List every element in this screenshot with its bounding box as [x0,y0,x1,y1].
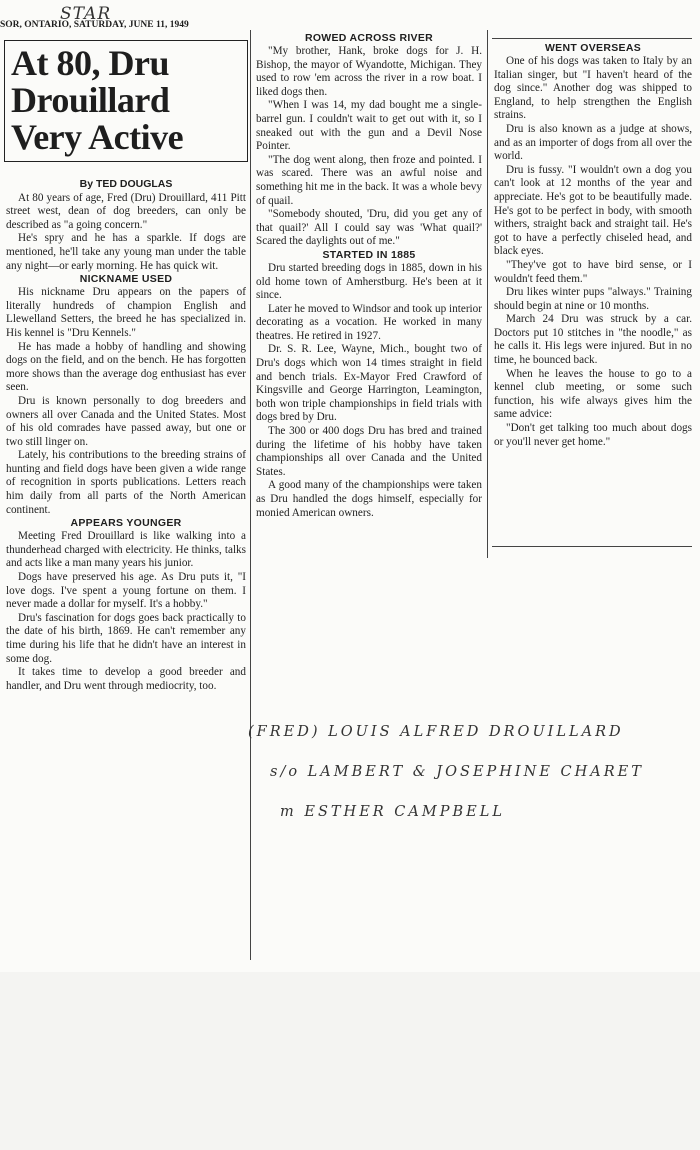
paragraph: "When I was 14, my dad bought me a single-barrel gun. I couldn't wait to get out with it, so I sneaked out with the gun and a Devil Nose Pointer. [256,99,482,153]
handwritten-note-line: (FRED) LOUIS ALFRED DROUILLARD [248,724,624,740]
paragraph: "Somebody shouted, 'Dru, did you get any of that quail?' All I could say was 'What quail?' Scared the daylights out of me." [256,208,482,248]
column-rule-2 [487,30,488,558]
column-3 [494,42,692,1014]
paragraph: "Don't get talking too much about dogs or you'll never get home." [494,422,692,448]
paragraph: He's spry and he has a sparkle. If dogs are mentioned, he'll take any young man under the table any night—or early morning. He has quick wit. [6,232,246,272]
byline: By TED DOUGLAS [79,178,173,190]
subhead-overseas: WENT OVERSEAS [544,42,642,54]
paragraph: Dru's fascination for dogs goes back practically to the date of his birth, 1869. He can't remember any time during his life that he didn't have an interest in some dog. [6,611,246,665]
headline: At 80, Dru Drouillard Very Active [4,40,248,162]
handwritten-note-line: s/o LAMBERT & JOSEPHINE CHARET [270,764,644,780]
subhead-rowed: ROWED ACROSS RIVER [304,32,434,44]
column-2 [256,32,482,1004]
paragraph: One of his dogs was taken to Italy by an Italian singer, but "I haven't heard of the dog since." Another dog was shipped to England, to help strengthen the English strains. [494,55,692,122]
paragraph: When he leaves the house to go to a kennel club meeting, or some such function, his wife always gives him the same advice: [494,367,692,421]
handwritten-note [248,712,698,832]
paragraph: Dru is also known as a judge at shows, and as an importer of dogs from all over the world. [494,122,692,163]
paragraph: Dogs have preserved his age. As Dru puts it, "I love dogs. I've spent a young fortune on them. I never made a dollar for myself. It's a hobby." [6,571,246,611]
paragraph: It takes time to develop a good breeder and handler, and Dru went through mediocrity, too. [6,666,246,692]
paragraph: His nickname Dru appears on the papers of literally hundreds of champion English and Llewelland Setters, the breed he has specialized in. His kennel is "Dru Kennels." [6,286,246,339]
subhead-started: STARTED IN 1885 [322,248,416,261]
paragraph: A good many of the championships were taken as Dru handled the dogs himself, especially for monied American owners. [256,479,482,519]
paragraph: Meeting Fred Drouillard is like walking into a thunderhead charged with electricity. He thinks, talks and acts like a man many years his junior. [6,530,246,570]
column-1 [6,178,246,1150]
handwritten-star: STAR [60,4,112,24]
paragraph: Dru likes winter pups "always." Training should begin at nine or 10 months. [494,286,692,312]
paragraph: At 80 years of age, Fred (Dru) Drouillard, 411 Pitt street west, dean of dog breeders, can only be described as "a going concern." [6,191,246,231]
paragraph: The 300 or 400 dogs Dru has bred and trained during the lifetime of his hobby have taken championships all over Canada and the United States. [256,425,482,478]
paragraph: "They've got to have bird sense, or I wouldn't feed them." [494,258,692,285]
handwritten-note-line: m ESTHER CAMPBELL [280,804,505,820]
paragraph: "The dog went along, then froze and pointed. I was scared. There was an awful noise and something hit me in the back. It was a whole bevy of quail. [256,153,482,207]
paragraph: March 24 Dru was struck by a car. Doctors put 10 stitches in "the noodle," as he calls it. His legs were injured. But in no time, he bounced back. [494,313,692,367]
subhead-younger: APPEARS YOUNGER [70,517,182,530]
subhead-nickname: NICKNAME USED [79,273,173,286]
column-3-top-rule [492,38,692,39]
paragraph: Later he moved to Windsor and took up interior decorating as a vocation. He worked in many theatres. He retired in 1927. [256,302,482,342]
paragraph: Dru started breeding dogs in 1885, down in his old home town of Amherstburg. He's been at it since. [256,261,482,302]
dateline: SOR, ONTARIO, SATURDAY, JUNE 11, 1949 [0,20,189,30]
paragraph: He has made a hobby of handling and showing dogs on the field, and on the bench. He has forgotten more shows than the average dog enthusiast has ever seen. [6,340,246,394]
paragraph: Dr. S. R. Lee, Wayne, Mich., bought two of Dru's dogs which won 14 times straight in field and bench trials. Ex-Mayor Fred Crawford of Kingsville and George Harrington, Leamington, both won triple championships in field trials with dogs bred by Dru. [256,343,482,424]
paragraph: Dru is fussy. "I wouldn't own a dog you can't look at 12 months of the year and appreciate. He's got to be beautifully made. He's got to be perfect in body, with smooth withers, straight back and straight tail. He's got to have a perfectly chiseled head, and black eyes. [494,163,692,258]
paragraph: Lately, his contributions to the breeding strains of hunting and field dogs have been given a wide range of recognition in sports publications. Letters reach him daily from all parts of the North American continent. [6,449,246,516]
paragraph: "My brother, Hank, broke dogs for J. H. Bishop, the mayor of Wyandotte, Michigan. They used to row 'em across the river in a row boat. I liked dogs then. [256,45,482,98]
paragraph: Dru is known personally to dog breeders and owners all over Canada and the United States. Most of his old comrades have passed away, but one or two still linger on. [6,394,246,448]
